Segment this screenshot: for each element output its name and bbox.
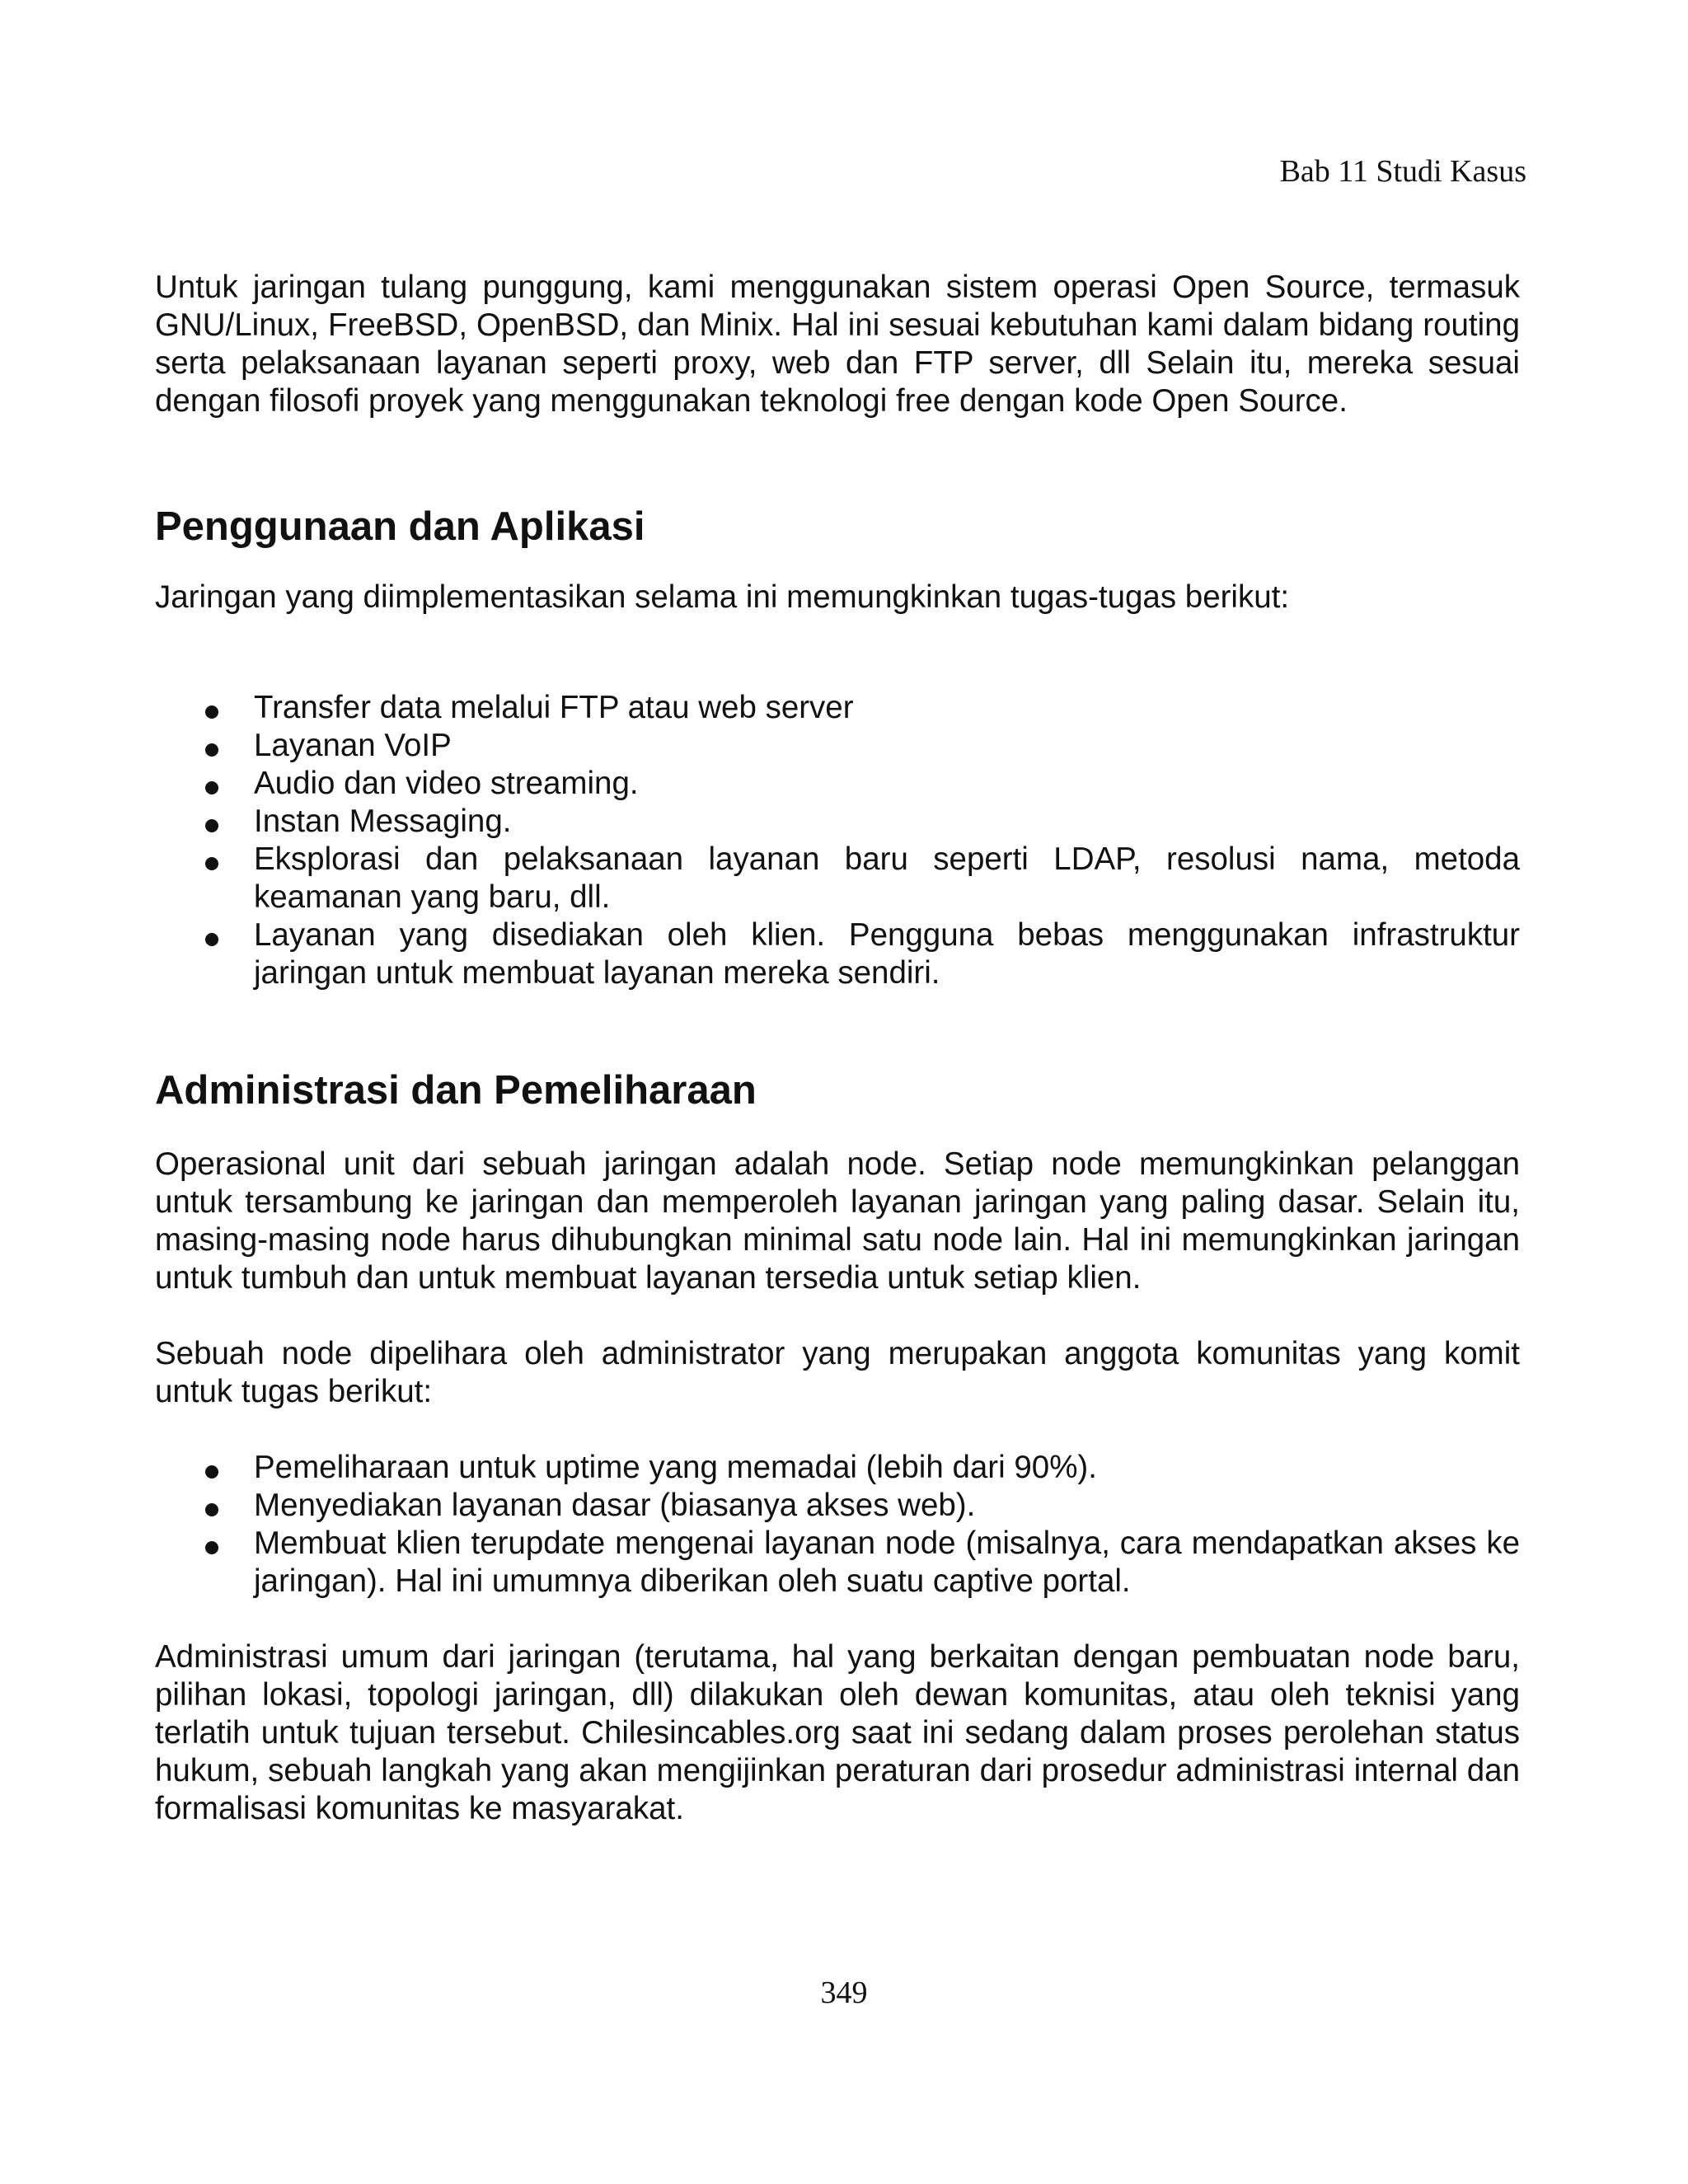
- list-item-text: Membuat klien terupdate mengenai layanan node (misalnya, cara mendapatkan akses ke jaringan). Hal ini umumnya diberikan oleh suatu captive portal.: [254, 1526, 1520, 1599]
- list-item: [155, 1525, 1520, 1601]
- section-heading-administrasi: Administrasi dan Pemeliharaan: [155, 1068, 757, 1113]
- intro-paragraph: Untuk jaringan tulang punggung, kami menggunakan sistem operasi Open Source, termasuk GNU/Linux, FreeBSD, OpenBSD, dan Minix. Hal ini sesuai kebutuhan kami dalam bidang routing serta pelaksanaan layanan seperti proxy, web dan FTP server, dll Selain itu, mereka sesuai dengan filosofi proyek yang menggunakan teknologi free dengan kode Open Source.: [155, 269, 1520, 419]
- section1-intro: Jaringan yang diimplementasikan selama ini memungkinkan tugas-tugas berikut:: [155, 579, 1290, 615]
- list-item: [155, 689, 1520, 727]
- section2-paragraph-3: Administrasi umum dari jaringan (terutama, hal yang berkaitan dengan pembuatan node baru, pilihan lokasi, topologi jaringan, dll) dilakukan oleh dewan komunitas, atau oleh teknisi yang terlatih untuk tujuan tersebut. Chilesincables.org saat ini sedang dalam proses perolehan status hukum, sebuah langkah yang akan mengijinkan peraturan dari prosedur administrasi internal dan formalisasi komunitas ke masyarakat.: [155, 1639, 1520, 1826]
- bullet-icon: [205, 1465, 218, 1479]
- section2-paragraph-1: Operasional unit dari sebuah jaringan adalah node. Setiap node memungkinkan pelanggan untuk tersambung ke jaringan dan memperoleh layanan jaringan yang paling dasar. Selain itu, masing-masing node harus dihubungkan minimal satu node lain. Hal ini memungkinkan jaringan untuk tumbuh dan untuk membuat layanan tersedia untuk setiap klien.: [155, 1146, 1520, 1296]
- list-item-text: Instan Messaging.: [254, 804, 512, 839]
- running-header: Bab 11 Studi Kasus: [1279, 154, 1526, 189]
- list-item: [155, 1487, 1520, 1525]
- section1-bullet-list: [155, 689, 1520, 992]
- list-item: [155, 916, 1520, 992]
- list-item: [155, 803, 1520, 841]
- bullet-icon: [205, 781, 218, 794]
- list-item: [155, 1449, 1520, 1487]
- bullet-icon: [205, 819, 218, 832]
- section2-paragraph-2: Sebuah node dipelihara oleh administrator yang merupakan anggota komunitas yang komit untuk tugas berikut:: [155, 1336, 1520, 1409]
- list-item-text: Audio dan video streaming.: [254, 766, 639, 801]
- list-item: [155, 841, 1520, 916]
- page-content: [155, 269, 1520, 1828]
- list-item-text: Menyediakan layanan dasar (biasanya akses web).: [254, 1488, 976, 1523]
- list-item: [155, 727, 1520, 765]
- page-number: 349: [820, 1975, 868, 2010]
- bullet-icon: [205, 933, 218, 946]
- bullet-icon: [205, 705, 218, 719]
- list-item-text: Layanan VoIP: [254, 728, 452, 763]
- section-heading-penggunaan: Penggunaan dan Aplikasi: [155, 504, 645, 549]
- bullet-icon: [205, 857, 218, 870]
- section2-bullet-list: [155, 1449, 1520, 1601]
- list-item-text: Layanan yang disediakan oleh klien. Pengguna bebas menggunakan infrastruktur jaringan untuk membuat layanan mereka sendiri.: [254, 917, 1520, 991]
- list-item-text: Eksplorasi dan pelaksanaan layanan baru seperti LDAP, resolusi nama, metoda keamanan yang baru, dll.: [254, 841, 1520, 915]
- bullet-icon: [205, 743, 218, 757]
- bullet-icon: [205, 1503, 218, 1516]
- bullet-icon: [205, 1541, 218, 1554]
- list-item-text: Pemeliharaan untuk uptime yang memadai (lebih dari 90%).: [254, 1450, 1097, 1485]
- list-item: [155, 765, 1520, 803]
- list-item-text: Transfer data melalui FTP atau web server: [254, 690, 854, 725]
